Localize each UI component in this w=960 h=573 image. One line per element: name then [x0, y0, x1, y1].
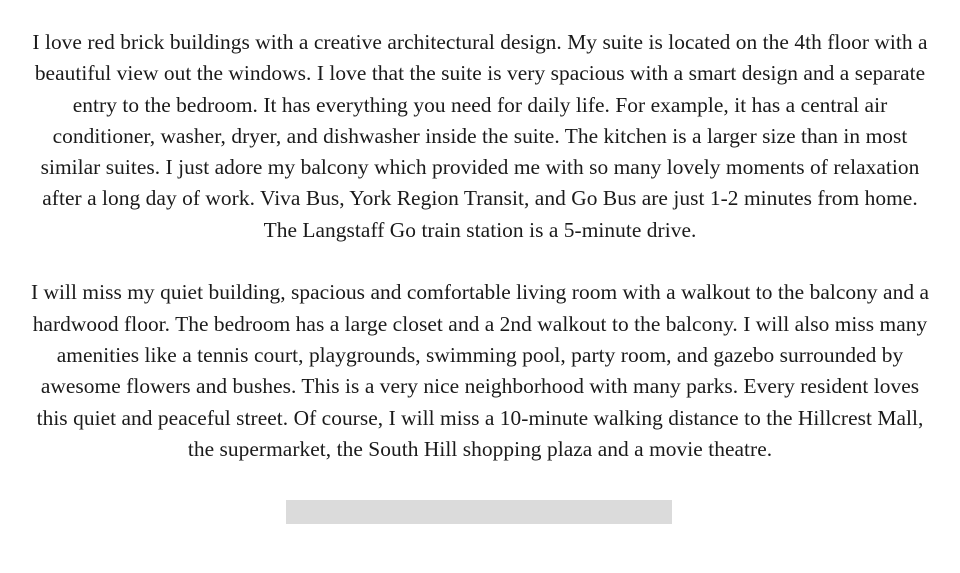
watermark-overlay	[286, 500, 672, 524]
paragraph-2: I will miss my quiet building, spacious and comfortable living room with a walkout to the balcony and a hardwood floor. The bedroom has a large closet and a 2nd walkout to the balcony. I will also miss many amenities like a tennis court, playgrounds, swimming pool, party room, and gazebo surrounded by awesome flowers and bushes. This is a very nice neighborhood with many parks. Every resident loves this quiet and peaceful street. Of course, I will miss a 10-minute walking distance to the Hillcrest Mall, the supermarket, the South Hill shopping plaza and a movie theatre.	[30, 280, 930, 461]
paragraph-1: I love red brick buildings with a creative architectural design. My suite is located on the 4th floor with a beautiful view out the windows. I love that the suite is very spacious with a smart design and a separate entry to the bedroom. It has everything you need for daily life. For example, it has a central air conditioner, washer, dryer, and dishwasher inside the suite. The kitchen is a larger size than in most similar suites. I just adore my balcony which provided me with so many lovely moments of relaxation after a long day of work. Viva Bus, York Region Transit, and Go Bus are just 1-2 minutes from home. The Langstaff Go train station is a 5-minute drive.	[32, 30, 928, 242]
